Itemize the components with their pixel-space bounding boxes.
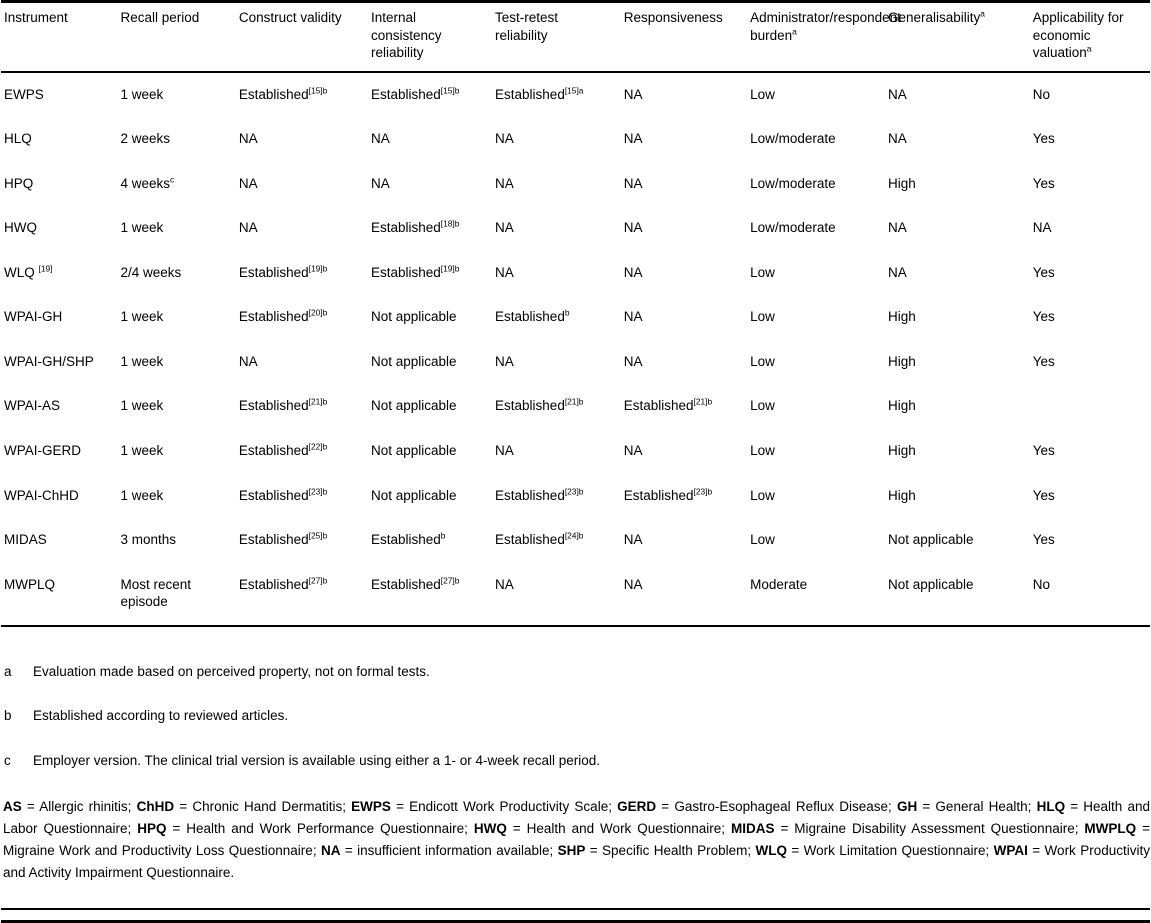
table-cell: 1 week	[120, 353, 164, 369]
table-cell: Established$^{[23]b}$	[495, 486, 584, 503]
table-cell: NA	[238, 131, 258, 147]
footnote-text: Employer version. The clinical trial version is available using either a 1- or 4-week recall period.	[33, 752, 601, 768]
table-cell: NA	[623, 86, 643, 102]
table-cell: High	[887, 175, 916, 191]
instrument-cell: WPAI-AS	[4, 398, 61, 414]
table-cell: Established$^{[19]b}$	[370, 263, 460, 280]
table-cell: NA	[238, 220, 258, 236]
table-cell: Established$^{[15]b}$	[370, 85, 460, 102]
table-cell: NA	[623, 353, 643, 369]
table-cell: Low	[750, 264, 775, 280]
table-cell: Low	[750, 398, 775, 414]
instrument-cell: MWPLQ	[4, 576, 56, 592]
instrument-cell: HLQ	[4, 131, 32, 147]
table-cell: Yes	[1032, 264, 1055, 280]
instrument-cell: HPQ	[4, 175, 34, 191]
table-cell: Established$^{[23]b}$	[623, 486, 713, 503]
table-cell: 1 week	[120, 220, 164, 236]
table-cell: No	[1032, 576, 1050, 592]
table-cell: NA	[623, 264, 643, 280]
table-row	[1, 384, 1150, 429]
divider-rule	[1, 908, 1150, 910]
footnote-text: Established according to reviewed articles.	[33, 708, 289, 724]
table-cell: High	[887, 398, 916, 414]
table-cell: NA	[623, 443, 643, 459]
instrument-cell: WPAI-ChHD	[4, 487, 79, 503]
table-cell	[1033, 384, 1150, 429]
footnote	[4, 752, 1150, 770]
table-cell: Established$^{[21]b}$	[238, 396, 328, 414]
footnote	[4, 663, 1150, 681]
table-cell: NA	[495, 220, 514, 236]
table-cell: Yes	[1032, 487, 1055, 503]
table-row	[1, 518, 1150, 563]
table-header	[1, 2, 1150, 72]
table-cell: NA	[238, 175, 258, 191]
table-cell: Yes	[1032, 532, 1055, 548]
table-cell: Established$^{[19]b}$	[238, 263, 328, 280]
table-cell: Established$^{[18]b}$	[370, 218, 460, 236]
table-cell: Low/moderate	[750, 175, 836, 191]
abbreviations-paragraph: AS = Allergic rhinitis; ChHD = Chronic Hand Dermatitis; EWPS = Endicott Work Productivity Scale; GERD = Gastro-Esophageal Reflux Disease; GH = General Health; HLQ = Health and Labor Questionnaire; HPQ = Health and Work Performance Questionnaire; HWQ = Health and Work Questionnaire; MIDAS = Migraine Disability Assessment Questionnaire; MWPLQ = Migraine Work and Productivity Loss Questionnaire; NA = insufficient information available; SHP = Specific Health Problem; WLQ = Work Limitation Questionnaire; WPAI = Work Productivity and Activity Impairment Questionnaire.	[3, 799, 1151, 881]
table-cell: Yes	[1032, 131, 1055, 147]
table-cell: Established$^{[23]b}$	[238, 486, 328, 503]
table-cell: Not applicable	[370, 353, 457, 369]
table-cell: Not applicable	[370, 398, 457, 414]
table-body	[1, 72, 1150, 626]
instrument-cell: EWPS	[4, 86, 44, 102]
table-cell: Established$^{[20]b}$	[238, 307, 328, 325]
table-cell: Established$^b$	[370, 530, 446, 548]
column-header: Applicability for economic valuation$^a$	[1033, 2, 1150, 72]
table-cell: Low	[750, 353, 775, 369]
table-cell: Low	[750, 309, 775, 325]
table-cell: Yes	[1032, 309, 1055, 325]
table-cell: Established$^{[15]b}$	[238, 85, 328, 102]
footnote-marker: b	[4, 708, 12, 724]
table-cell: NA	[887, 86, 907, 102]
instrument-cell: MIDAS	[4, 532, 47, 548]
column-header: Construct validity	[239, 2, 371, 72]
table-cell: 1 week	[120, 487, 164, 503]
footnote	[4, 707, 1150, 725]
table-row	[1, 206, 1150, 251]
table-cell: Established$^{[21]b}$	[623, 396, 713, 414]
table-cell: NA	[370, 131, 390, 147]
table-cell: High	[887, 443, 916, 459]
table-cell: Yes	[1032, 443, 1055, 459]
table-cell: NA	[887, 131, 907, 147]
table-cell: 2/4 weeks	[120, 264, 182, 280]
table-cell: Established$^{[15]a}$	[495, 85, 584, 102]
footnotes-section	[1, 663, 1150, 770]
table-cell: 3 months	[120, 532, 177, 548]
instruments-comparison-table	[1, 0, 1150, 627]
table-cell: Not applicable	[370, 309, 457, 325]
table-row	[1, 162, 1150, 207]
instrument-cell: WLQ [19]	[4, 263, 53, 280]
table-cell: Established$^{[27]b}$	[370, 575, 460, 592]
table-cell: 1 week	[120, 309, 164, 325]
table-cell: Low	[750, 487, 775, 503]
table-cell: Not applicable	[887, 576, 974, 592]
table-cell: NA	[623, 309, 643, 325]
table-cell: 1 week	[120, 443, 164, 459]
column-header: Test-retest reliability	[495, 2, 624, 72]
column-header: Responsiveness	[624, 2, 750, 72]
table-row	[1, 295, 1150, 340]
table-cell: NA	[370, 175, 390, 191]
table-cell: NA	[623, 220, 643, 236]
table-cell: Low/moderate	[750, 220, 836, 236]
table-cell: NA	[495, 264, 514, 280]
table-cell: Low	[750, 86, 775, 102]
table-cell: Not applicable	[887, 532, 974, 548]
table-cell: Yes	[1032, 175, 1055, 191]
table-row	[1, 429, 1150, 474]
instrument-cell: WPAI-GH/SHP	[4, 353, 94, 369]
column-header: Administrator/respondent burden$^a$	[750, 2, 888, 72]
table-cell: NA	[623, 576, 643, 592]
footnote-marker: c	[4, 752, 11, 768]
table-row	[1, 72, 1150, 118]
instrument-cell: WPAI-GH	[4, 309, 63, 325]
column-header: Internal consistency reliability	[371, 2, 495, 72]
table-cell: NA	[887, 264, 907, 280]
table-cell: Established$^{[27]b}$	[238, 575, 328, 592]
table-cell: NA	[495, 131, 514, 147]
table-cell: NA	[495, 576, 514, 592]
table-cell: 4 weeks$^c$	[120, 174, 175, 191]
table-cell: Established$^{[22]b}$	[238, 441, 328, 459]
table-cell: High	[887, 353, 916, 369]
table-header-row	[1, 2, 1150, 72]
instrument-cell: HWQ	[4, 220, 37, 236]
table-cell: Moderate	[750, 576, 808, 592]
table-cell: Established$^{[24]b}$	[495, 530, 584, 548]
table-cell: 1 week	[120, 398, 164, 414]
table-cell: Established$^{[21]b}$	[495, 396, 584, 414]
table-cell: NA	[238, 353, 258, 369]
footnote-text: Evaluation made based on perceived property, not on formal tests.	[33, 663, 430, 679]
table-cell: Low	[750, 443, 775, 459]
column-header: Instrument	[1, 2, 120, 72]
table-cell: Not applicable	[370, 443, 457, 459]
table-cell: 2 weeks	[120, 131, 171, 147]
table-cell: 1 week	[120, 86, 164, 102]
instrument-cell: WPAI-GERD	[4, 443, 81, 459]
table-cell: NA	[623, 532, 643, 548]
table-row	[1, 117, 1150, 162]
table-cell: High	[887, 487, 916, 503]
table-cell: Established$^b$	[495, 307, 570, 325]
table-cell: NA	[495, 175, 514, 191]
table-cell: Not applicable	[370, 487, 457, 503]
bottom-rule	[1, 920, 1150, 923]
table-row	[1, 340, 1150, 385]
table-row	[1, 563, 1150, 626]
table-cell: Established$^{[25]b}$	[238, 530, 328, 548]
table-cell: Low/moderate	[750, 131, 836, 147]
table-cell: NA	[1032, 220, 1052, 236]
table-cell: Yes	[1032, 353, 1055, 369]
table-cell: NA	[887, 220, 907, 236]
table-cell: No	[1032, 86, 1050, 102]
table-cell: Most recent episode	[120, 576, 192, 610]
table-cell: NA	[495, 443, 514, 459]
table-cell: High	[887, 309, 916, 325]
table-cell: NA	[623, 131, 643, 147]
table-cell: Low	[750, 532, 775, 548]
table-cell: NA	[495, 353, 514, 369]
table-row	[1, 251, 1150, 296]
table-row	[1, 474, 1150, 519]
column-header: Generalisability$^a$	[888, 2, 1033, 72]
column-header: Recall period	[120, 2, 238, 72]
table-cell: NA	[623, 175, 643, 191]
footnote-marker: a	[4, 663, 12, 679]
